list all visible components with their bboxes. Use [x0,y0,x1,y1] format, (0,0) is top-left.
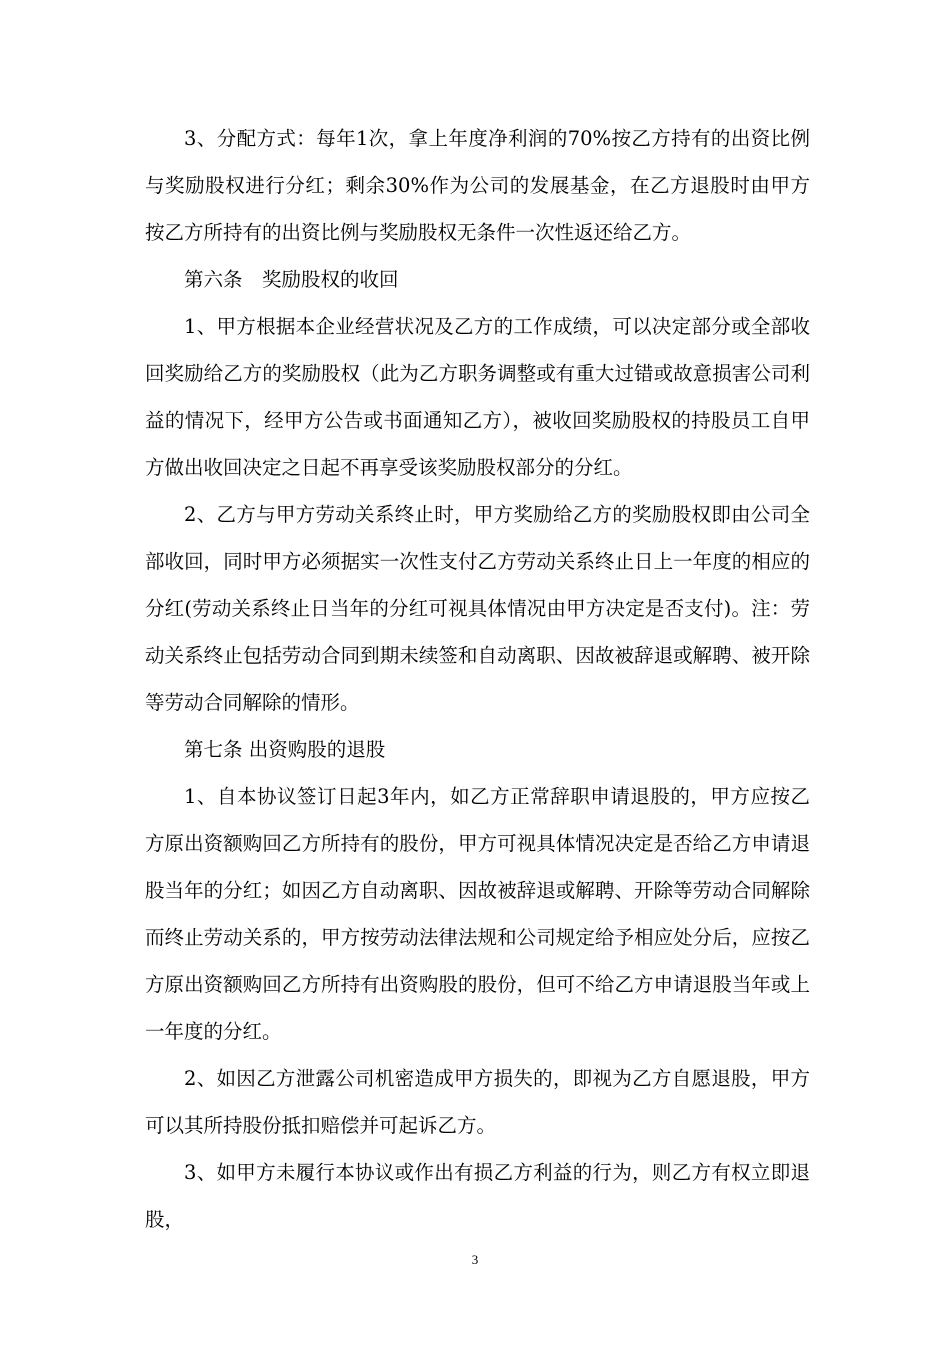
article-7-heading: 第七条 出资购股的退股 [184,738,386,761]
paragraph-article-7-clause-3: 3、如甲方未履行本协议或作出有损乙方利益的行为，则乙方有权立即退股， [145,1161,810,1231]
page-number: 3 [471,1252,479,1267]
article-6-heading: 第六条 奖励股权的收回 [184,268,399,291]
paragraph-article-6-clause-1: 1、甲方根据本企业经营状况及乙方的工作成绩，可以决定部分或全部收回奖励给乙方的奖励股权（此为乙方职务调整或有重大过错或故意损害公司利益的情况下，经甲方公告或书面通知乙方），被收回奖励股权的持股员工自甲方做出收回决定之日起不再享受该奖励股权部分的分红。 [145,315,810,479]
paragraph-article-7-clause-1: 1、自本协议签订日起3年内，如乙方正常辞职申请退股的，甲方应按乙方原出资额购回乙方所持有的股份，甲方可视具体情况决定是否给乙方申请退股当年的分红；如因乙方自动离职、因故被辞退或解聘、开除等劳动合同解除而终止劳动关系的，甲方按劳动法律法规和公司规定给予相应处分后，应按乙方原出资额购回乙方所持有出资购股的股份，但可不给乙方申请退股当年或上一年度的分红。 [145,785,810,1043]
paragraph-article-7-clause-2: 2、如因乙方泄露公司机密造成甲方损失的，即视为乙方自愿退股，甲方可以其所持股份抵扣赔偿并可起诉乙方。 [145,1067,810,1137]
document-body [145,115,810,1243]
paragraph-distribution-method: 3、分配方式：每年1次，拿上年度净利润的70%按乙方持有的出资比例与奖励股权进行分红；剩余30%作为公司的发展基金，在乙方退股时由甲方按乙方所持有的出资比例与奖励股权无条件一次性返还给乙方。 [145,127,810,244]
paragraph-article-6-clause-2: 2、乙方与甲方劳动关系终止时，甲方奖励给乙方的奖励股权即由公司全部收回，同时甲方必须据实一次性支付乙方劳动关系终止日上一年度的相应的分红(劳动关系终止日当年的分红可视具体情况由甲方决定是否支付)。注：劳动关系终止包括劳动合同到期未续签和自动离职、因故被辞退或解聘、被开除等劳动合同解除的情形。 [145,503,810,714]
